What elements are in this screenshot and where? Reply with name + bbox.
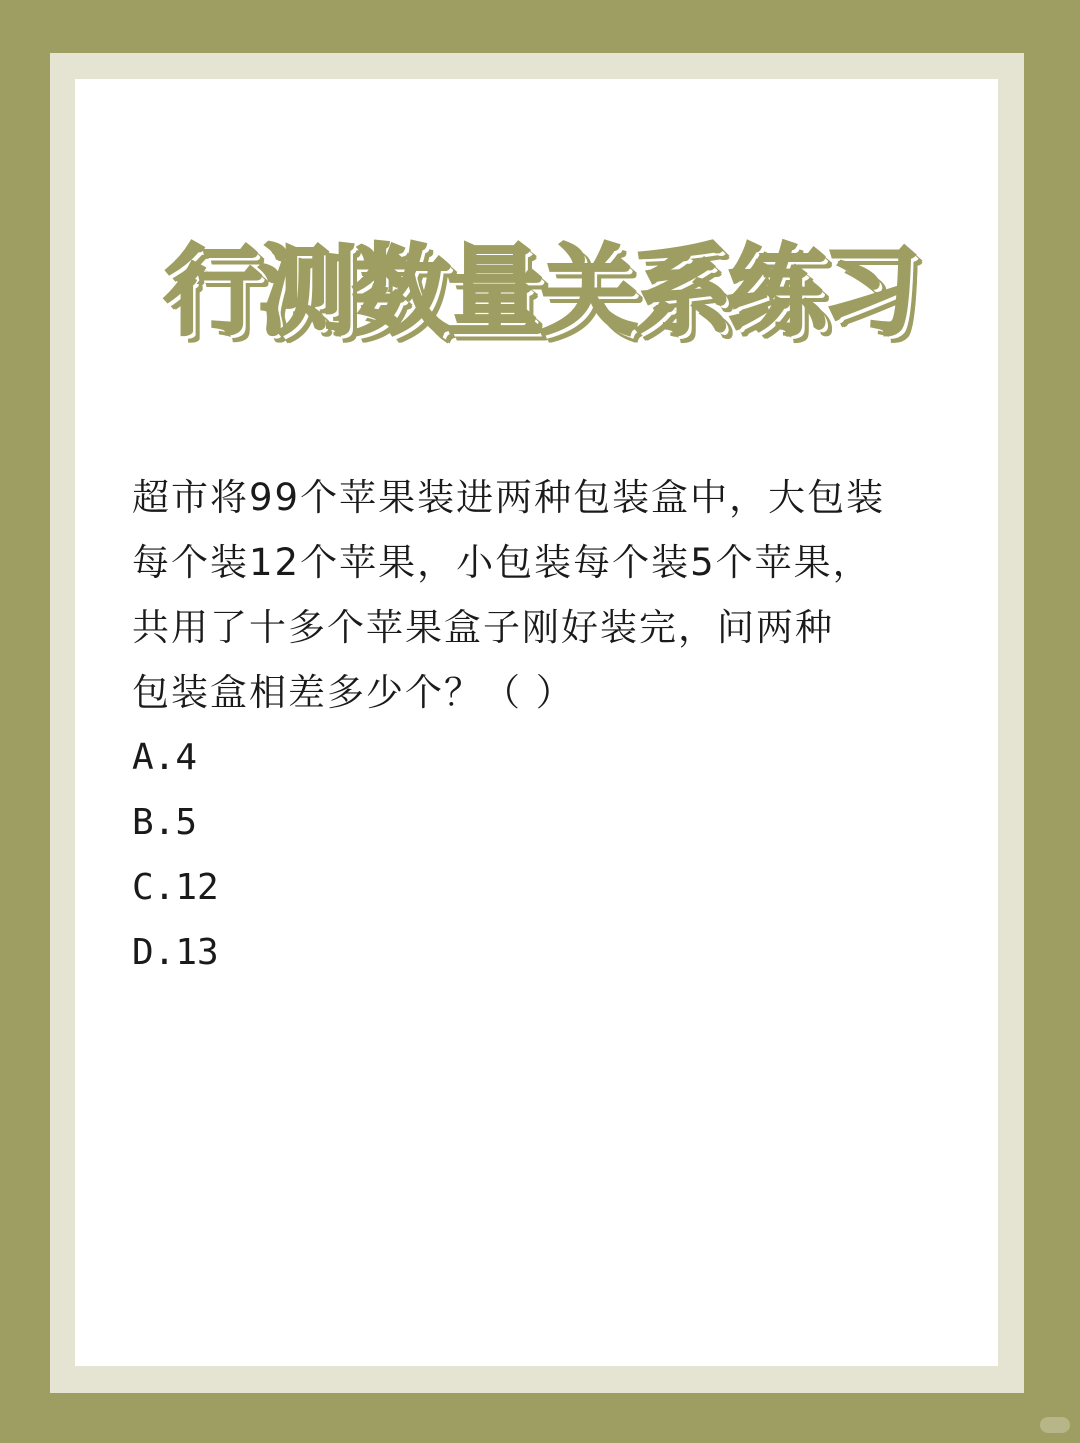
option-c: C.12 — [132, 867, 219, 908]
question-line: 包装盒相差多少个？（ ） — [132, 671, 575, 714]
option-d: D.13 — [132, 932, 219, 973]
option-b: B.5 — [132, 802, 198, 843]
answer-options — [132, 725, 219, 985]
page-title: 行测数量关系练习 — [163, 235, 916, 349]
question-text — [132, 465, 962, 725]
question-line: 每个装12个苹果，小包装每个装5个苹果， — [132, 541, 872, 584]
question-line: 超市将99个苹果装进两种包装盒中，大包装 — [132, 476, 886, 519]
question-line: 共用了十多个苹果盒子刚好装完，问两种 — [132, 606, 834, 649]
watermark-badge — [1040, 1417, 1070, 1433]
option-a: A.4 — [132, 737, 198, 778]
